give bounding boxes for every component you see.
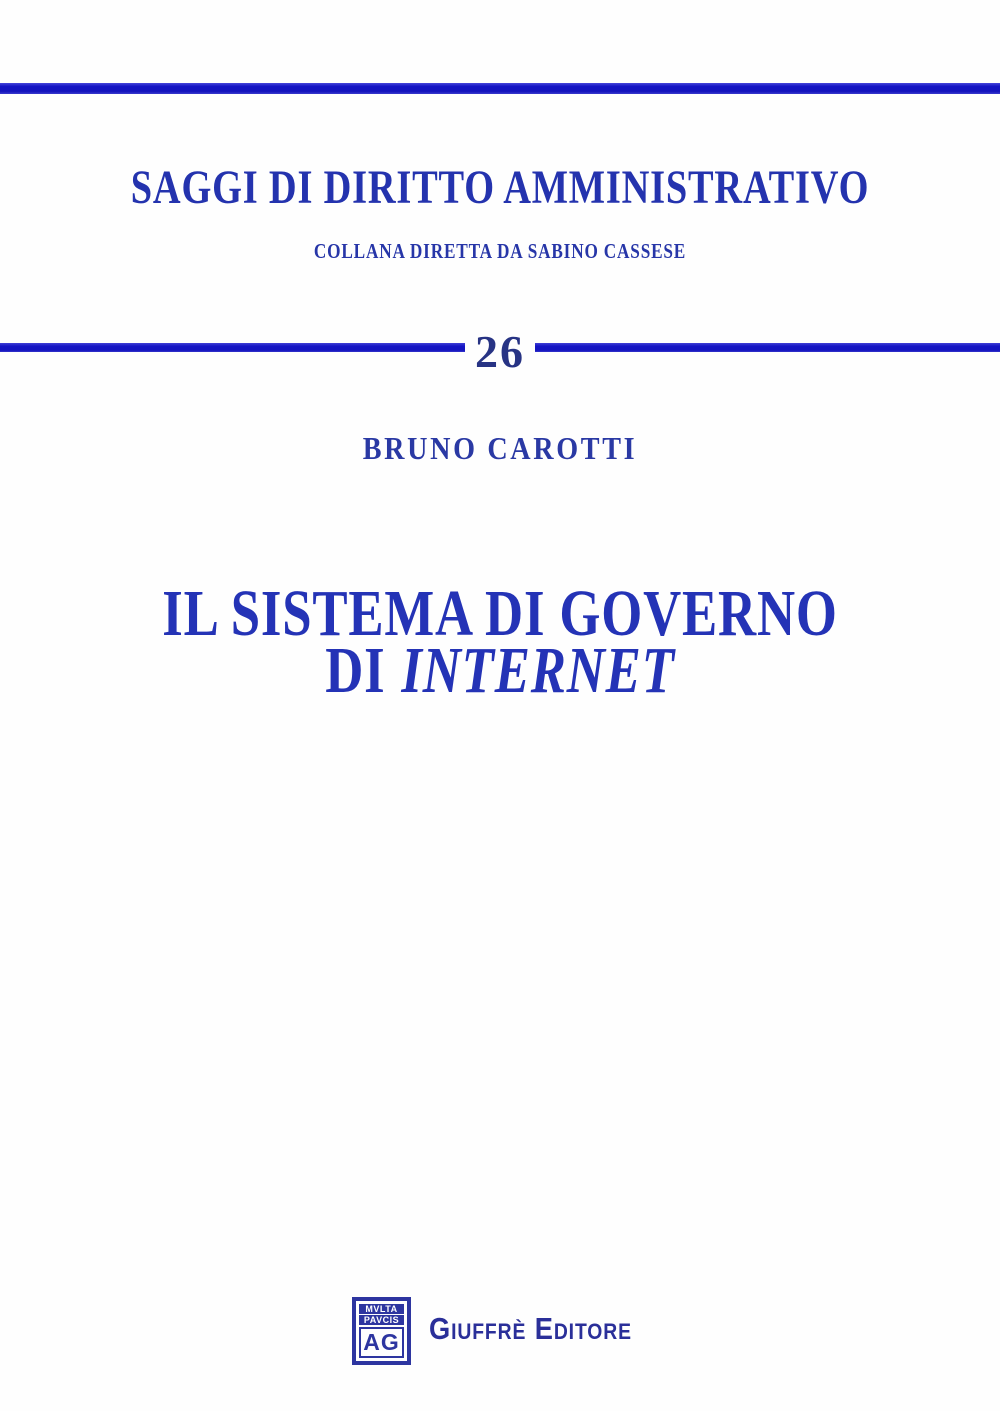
volume-number: 26: [465, 330, 535, 374]
publisher-name: Giuffrè Editore: [429, 1311, 632, 1346]
author-name: BRUNO CAROTTI: [362, 430, 638, 466]
publisher-monogram: AG: [359, 1327, 404, 1358]
book-title-line1: IL SISTEMA DI GOVERNO: [162, 577, 838, 650]
volume-divider: [0, 326, 1000, 377]
book-title: [100, 577, 900, 707]
book-title-line2-italic: INTERNET: [401, 634, 675, 707]
series-subtitle: COLLANA DIRETTA DA SABINO CASSESE: [313, 239, 687, 263]
logo-motto-line2: PAVCIS: [359, 1315, 404, 1325]
top-horizontal-rule: [0, 83, 1000, 94]
book-title-line2-roman: DI: [325, 634, 386, 707]
book-title-line2: [325, 634, 675, 707]
publisher-logo-motto: [359, 1304, 404, 1325]
logo-motto-line1: MVLTA: [359, 1304, 404, 1314]
publisher-logo: [352, 1297, 411, 1365]
series-title: SAGGI DI DIRITTO AMMINISTRATIVO: [130, 161, 870, 214]
